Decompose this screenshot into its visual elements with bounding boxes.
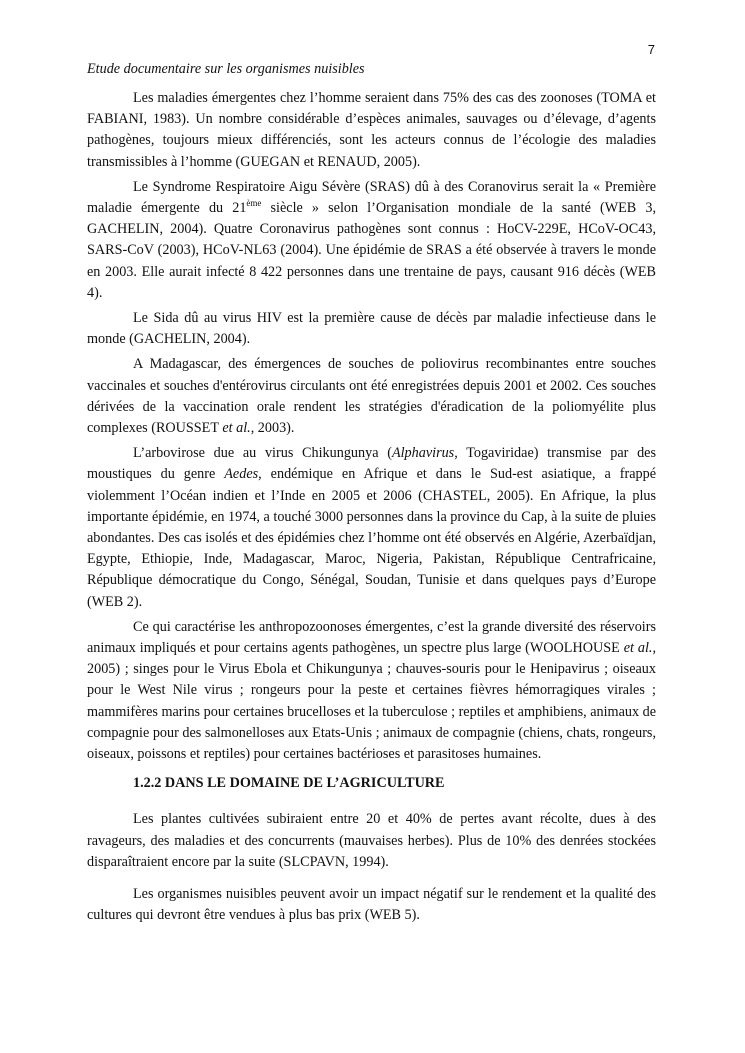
aedes-italic: Aedes [224, 466, 259, 483]
paragraph-chikungunya-part-3: , endémique en Afrique et dans le Sud-est asiatique, a frappé violemment l’Océan indien et l’Inde en 2005 et 2006 (CHASTEL, 2005). En Afrique, la plus importante épidémie, en 1974, a touché 3000 personnes dans la province du Cap, à la suite de pluies abondantes. Des cas isolés et des épidémies chez l’homme ont été observés en Algérie, Azerbaïdjan, Egypte, Ethiopie, Inde, Madagascar, Maroc, Nigeria, Pakistan, République Centrafricaine, République démocratique du Congo, Sénégal, Soudan, Tunisie et dans quelques pays d’Europe (WEB 2). [87, 466, 656, 610]
running-header: Etude documentaire sur les organismes nuisibles [87, 61, 365, 77]
paragraph-madagascar [87, 354, 656, 439]
paragraph-anthropozoonoses-part-1: Ce qui caractérise les anthropozoonoses émergentes, c’est la grande diversité des réservoirs animaux impliqués et pour certains agents pathogènes, un spectre plus large (WOOLHOUSE [87, 618, 656, 657]
paragraph-anthropozoonoses [87, 617, 656, 765]
section-heading: 1.2.2 DANS LE DOMAINE DE L’AGRICULTURE [133, 775, 445, 792]
paragraph-chikungunya-part-1: L’arbovirose due au virus Chikungunya ( [133, 445, 392, 462]
paragraph-madagascar-part-1: A Madagascar, des émergences de souches de poliovirus recombinantes entre souches vaccinales et souches d'entérovirus circulants ont été enregistrées depuis 2001 et 2002. Ces souches dérivées de la vaccination orale rendent les stratégies d'éradication de la poliomyélite plus complexes (ROUSSET [87, 356, 656, 437]
et-al-italic: et al. [222, 420, 251, 437]
paragraph-sras-part-1: Le Syndrome Respiratoire Aigu Sévère (SRAS) dû à des Coranovirus serait la « Première maladie émergente du 21 [87, 178, 656, 217]
paragraph-chikungunya [87, 443, 656, 613]
superscript-eme: ème [246, 198, 262, 209]
paragraph-organismes-nuisibles: Les organismes nuisibles peuvent avoir un impact négatif sur le rendement et la qualité des cultures qui devront être vendues à plus bas prix (WEB 5). [87, 885, 656, 924]
paragraph-chikungunya-part-2: Togaviridae) transmise par des moustiques du genre [87, 445, 656, 483]
paragraph-zoonoses: Les maladies émergentes chez l’homme seraient dans 75% des cas des zoonoses (TOMA et FABIANI, 1983). Un nombre considérable d’espèces animales, sauvages ou d’élevage, d’agents pathogènes, toujours mieux différenciés, sont les acteurs connus de l’écologie des maladies transmissibles à l’homme (GUEGAN et RENAUD, 2005). [87, 90, 656, 170]
paragraph-plantes-cultivees: Les plantes cultivées subiraient entre 20 et 40% de pertes avant récolte, dues à des ravageurs, des maladies et des concurrents (mauvaises herbes). Plus de 10% des denrées stockées disparaîtraient encore par la suite (SLCPAVN, 1994). [87, 811, 656, 870]
paragraph-sida: Le Sida dû au virus HIV est la première cause de décès par maladie infectieuse dans le monde (GACHELIN, 2004). [87, 310, 656, 348]
body-text [87, 88, 656, 930]
paragraph-anthropozoonoses-part-2: , 2005) ; singes pour le Virus Ebola et Chikungunya ; chauves-souris pour le Henipavirus ; oiseaux pour le West Nile virus ; rongeurs pour la peste et certaines fièvres hémorragiques virales ; mammifères marins pour certaines brucelloses et la tuberculose ; reptiles et amphibiens, animaux de compagnie pour des salmonelloses aux Etats-Unis ; animaux de compagnie (chiens, chats, rongeurs, oiseaux, poissons et reptiles) pour certaines bactérioses et parasitoses humaines. [87, 640, 656, 763]
paragraph-sras-part-2: siècle » selon l’Organisation mondiale de la santé (WEB 3, GACHELIN, 2004). Quatre Coronavirus pathogènes sont connus : HoCV-229E, HCoV-OC43, SARS-CoV (2003), HCoV-NL63 (2004). Une épidémie de SRAS a été observée à travers le monde en 2003. Elle aurait infecté 8 422 personnes dans une trentaine de pays, causant 916 décès (WEB 4). [87, 200, 656, 301]
et-al-italic: et al. [623, 640, 653, 657]
paragraph-sras [87, 177, 656, 304]
alphavirus-italic: Alphavirus, [391, 445, 458, 462]
paragraph-madagascar-part-2: , 2003). [250, 420, 295, 437]
page-number: 7 [647, 42, 655, 57]
